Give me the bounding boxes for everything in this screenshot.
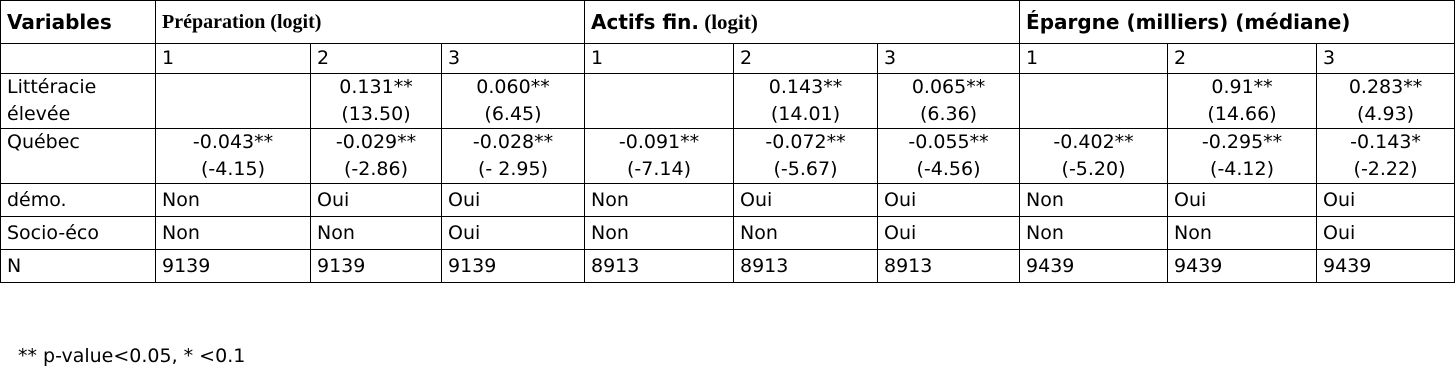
group-header-epargne: Épargne (milliers) (médiane): [1020, 1, 1455, 44]
coef-cell: 0.060** (6.45): [442, 74, 585, 129]
header-row: [1, 1, 1455, 44]
row-demo: [1, 184, 1455, 217]
model-number: 1: [156, 44, 311, 74]
model-number-blank: [1, 44, 156, 74]
coef-cell: 0.131** (13.50): [311, 74, 442, 129]
row-label-litteracie: Littéracie élevée: [1, 74, 156, 129]
model-number: 3: [878, 44, 1020, 74]
coef-cell: -0.143* (-2.22): [1317, 129, 1455, 184]
row-label-n: N: [1, 250, 156, 283]
table-cell: Oui: [1317, 184, 1455, 217]
table-cell: Non: [585, 217, 734, 250]
coef-cell: [585, 74, 734, 129]
model-number: 1: [585, 44, 734, 74]
table-cell: 9439: [1317, 250, 1455, 283]
row-label-demo: démo.: [1, 184, 156, 217]
table-cell: 8913: [878, 250, 1020, 283]
model-number: 2: [734, 44, 878, 74]
table-cell: Oui: [1317, 217, 1455, 250]
group-header-actifs: Actifs fin. (logit): [585, 1, 1020, 44]
table-cell: Oui: [878, 184, 1020, 217]
table-cell: 9139: [156, 250, 311, 283]
table-cell: Oui: [442, 217, 585, 250]
coef-cell: [156, 74, 311, 129]
table-cell: Oui: [311, 184, 442, 217]
coef-cell: 0.065** (6.36): [878, 74, 1020, 129]
table-cell: 8913: [585, 250, 734, 283]
table-cell: Oui: [442, 184, 585, 217]
row-litteracie: [1, 74, 1455, 129]
coef-cell: [1020, 74, 1168, 129]
table-cell: Non: [1020, 217, 1168, 250]
coef-cell: -0.402** (-5.20): [1020, 129, 1168, 184]
table-cell: Oui: [878, 217, 1020, 250]
coef-cell: -0.295** (-4.12): [1168, 129, 1317, 184]
coef-cell: 0.143** (14.01): [734, 74, 878, 129]
model-number-row: [1, 44, 1455, 74]
variables-header: Variables: [1, 1, 156, 44]
row-quebec: [1, 129, 1455, 184]
model-number: 2: [1168, 44, 1317, 74]
coef-cell: -0.043** (-4.15): [156, 129, 311, 184]
table-cell: Non: [1168, 217, 1317, 250]
model-number: 3: [442, 44, 585, 74]
table-cell: 8913: [734, 250, 878, 283]
table-cell: Non: [734, 217, 878, 250]
coef-cell: -0.091** (-7.14): [585, 129, 734, 184]
coef-cell: -0.029** (-2.86): [311, 129, 442, 184]
coef-cell: -0.072** (-5.67): [734, 129, 878, 184]
table-cell: Non: [1020, 184, 1168, 217]
coef-cell: -0.028** (- 2.95): [442, 129, 585, 184]
table-cell: Oui: [734, 184, 878, 217]
row-label-quebec: Québec: [1, 129, 156, 184]
table-cell: 9439: [1168, 250, 1317, 283]
table-cell: Non: [156, 217, 311, 250]
table-cell: 9139: [311, 250, 442, 283]
model-number: 3: [1317, 44, 1455, 74]
table-cell: Non: [156, 184, 311, 217]
coef-cell: 0.283** (4.93): [1317, 74, 1455, 129]
table-cell: Non: [585, 184, 734, 217]
row-socio-eco: [1, 217, 1455, 250]
group-header-preparation: Préparation (logit): [156, 1, 585, 44]
model-number: 2: [311, 44, 442, 74]
coef-cell: -0.055** (-4.56): [878, 129, 1020, 184]
coef-cell: 0.91** (14.66): [1168, 74, 1317, 129]
row-label-socio-eco: Socio-éco: [1, 217, 156, 250]
significance-footnote: ** p-value<0.05, * <0.1: [18, 345, 246, 367]
table-cell: Non: [311, 217, 442, 250]
table-cell: Oui: [1168, 184, 1317, 217]
table-cell: 9139: [442, 250, 585, 283]
table-cell: 9439: [1020, 250, 1168, 283]
row-n: [1, 250, 1455, 283]
model-number: 1: [1020, 44, 1168, 74]
